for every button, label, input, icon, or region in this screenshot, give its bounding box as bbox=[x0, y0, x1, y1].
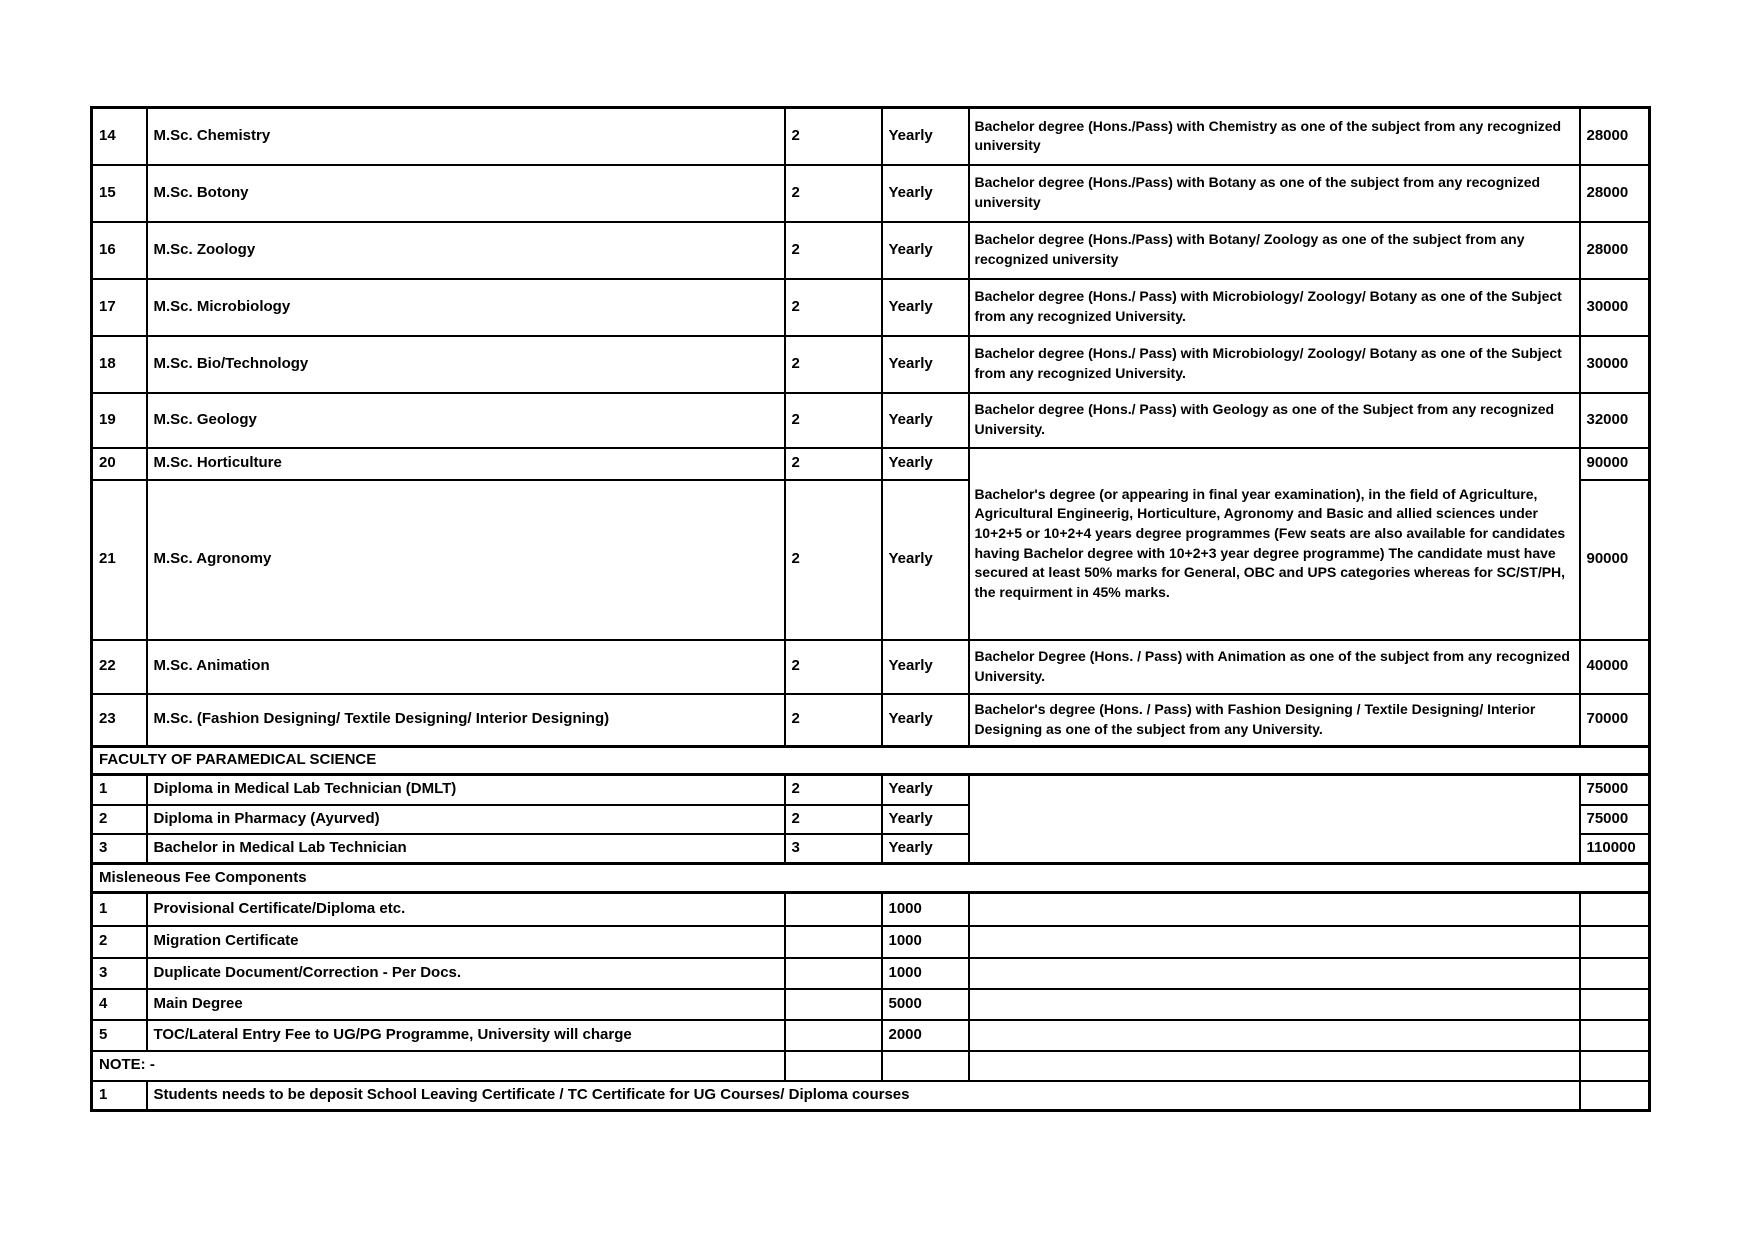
empty-cell bbox=[969, 893, 1580, 926]
component-fee-amount: 1000 bbox=[882, 958, 969, 989]
table-row bbox=[92, 694, 1650, 747]
fee-amount: 28000 bbox=[1580, 222, 1650, 279]
table-row bbox=[92, 1020, 1650, 1051]
fee-frequency: Yearly bbox=[882, 448, 969, 480]
empty-cell bbox=[969, 1051, 1580, 1081]
sr-number: 22 bbox=[92, 640, 147, 694]
fee-frequency: Yearly bbox=[882, 640, 969, 694]
course-name: M.Sc. Botony bbox=[147, 165, 785, 222]
note-text: Students needs to be deposit School Leaving Certificate / TC Certificate for UG Courses/ Diploma courses bbox=[147, 1081, 1580, 1111]
fee-component-name: TOC/Lateral Entry Fee to UG/PG Programme, University will charge bbox=[147, 1020, 785, 1051]
table-row bbox=[92, 958, 1650, 989]
empty-cell bbox=[1580, 958, 1650, 989]
sr-number: 2 bbox=[92, 805, 147, 834]
eligibility-text: Bachelor degree (Hons./ Pass) with Microbiology/ Zoology/ Botany as one of the Subject from any recognized University. bbox=[969, 336, 1580, 393]
duration-years: 2 bbox=[785, 279, 882, 336]
table-row bbox=[92, 775, 1650, 805]
fee-amount: 70000 bbox=[1580, 694, 1650, 747]
empty-cell bbox=[785, 926, 882, 958]
sr-number: 14 bbox=[92, 108, 147, 165]
table-row bbox=[92, 893, 1650, 926]
empty-cell bbox=[785, 1020, 882, 1051]
fee-frequency: Yearly bbox=[882, 393, 969, 448]
course-name: Diploma in Medical Lab Technician (DMLT) bbox=[147, 775, 785, 805]
empty-cell bbox=[785, 989, 882, 1020]
course-name: M.Sc. Horticulture bbox=[147, 448, 785, 480]
course-name: M.Sc. Zoology bbox=[147, 222, 785, 279]
course-name: M.Sc. Chemistry bbox=[147, 108, 785, 165]
empty-cell bbox=[969, 1020, 1580, 1051]
sr-number: 17 bbox=[92, 279, 147, 336]
table-row bbox=[92, 336, 1650, 393]
duration-years: 2 bbox=[785, 393, 882, 448]
course-name: Bachelor in Medical Lab Technician bbox=[147, 834, 785, 864]
duration-years: 2 bbox=[785, 336, 882, 393]
fee-amount: 30000 bbox=[1580, 336, 1650, 393]
sr-number: 21 bbox=[92, 480, 147, 640]
fee-amount: 75000 bbox=[1580, 805, 1650, 834]
empty-cell bbox=[1580, 1051, 1650, 1081]
sr-number: 15 bbox=[92, 165, 147, 222]
table-row bbox=[92, 108, 1650, 165]
eligibility-text: Bachelor degree (Hons./ Pass) with Microbiology/ Zoology/ Botany as one of the Subject from any recognized University. bbox=[969, 279, 1580, 336]
eligibility-text: Bachelor degree (Hons./Pass) with Chemistry as one of the subject from any recognized university bbox=[969, 108, 1580, 165]
eligibility-text: Bachelor's degree (Hons. / Pass) with Fashion Designing / Textile Designing/ Interior Designing as one of the subject from any University. bbox=[969, 694, 1580, 747]
empty-cell bbox=[785, 893, 882, 926]
table-row bbox=[92, 864, 1650, 893]
fee-frequency: Yearly bbox=[882, 222, 969, 279]
duration-years: 2 bbox=[785, 640, 882, 694]
fee-component-name: Main Degree bbox=[147, 989, 785, 1020]
fee-frequency: Yearly bbox=[882, 165, 969, 222]
duration-years: 2 bbox=[785, 108, 882, 165]
course-name: M.Sc. Bio/Technology bbox=[147, 336, 785, 393]
duration-years: 2 bbox=[785, 694, 882, 747]
fee-amount: 40000 bbox=[1580, 640, 1650, 694]
fee-frequency: Yearly bbox=[882, 694, 969, 747]
course-name: M.Sc. Agronomy bbox=[147, 480, 785, 640]
fee-amount: 90000 bbox=[1580, 448, 1650, 480]
sr-number: 16 bbox=[92, 222, 147, 279]
course-name: M.Sc. Geology bbox=[147, 393, 785, 448]
fee-component-name: Provisional Certificate/Diploma etc. bbox=[147, 893, 785, 926]
empty-cell bbox=[785, 1051, 882, 1081]
sr-number: 5 bbox=[92, 1020, 147, 1051]
section-title-misleneous: Misleneous Fee Components bbox=[92, 864, 1650, 893]
eligibility-text: Bachelor Degree (Hons. / Pass) with Animation as one of the subject from any recognized University. bbox=[969, 640, 1580, 694]
empty-cell bbox=[1580, 989, 1650, 1020]
table-row bbox=[92, 989, 1650, 1020]
empty-cell bbox=[1580, 926, 1650, 958]
fee-amount: 32000 bbox=[1580, 393, 1650, 448]
fee-frequency: Yearly bbox=[882, 834, 969, 864]
sr-number: 1 bbox=[92, 893, 147, 926]
fee-amount: 28000 bbox=[1580, 165, 1650, 222]
empty-cell bbox=[969, 958, 1580, 989]
table-row bbox=[92, 1081, 1650, 1111]
component-fee-amount: 5000 bbox=[882, 989, 969, 1020]
fee-amount: 75000 bbox=[1580, 775, 1650, 805]
empty-cell bbox=[882, 1051, 969, 1081]
sr-number: 1 bbox=[92, 775, 147, 805]
empty-cell bbox=[1580, 1081, 1650, 1111]
empty-cell bbox=[1580, 1020, 1650, 1051]
course-name: M.Sc. Microbiology bbox=[147, 279, 785, 336]
eligibility-text: Bachelor degree (Hons./Pass) with Botany/ Zoology as one of the subject from any recognized university bbox=[969, 222, 1580, 279]
empty-cell bbox=[969, 926, 1580, 958]
table-row bbox=[92, 393, 1650, 448]
sr-number: 4 bbox=[92, 989, 147, 1020]
table-row bbox=[92, 640, 1650, 694]
fee-frequency: Yearly bbox=[882, 336, 969, 393]
note-label: NOTE: - bbox=[92, 1051, 785, 1081]
fee-component-name: Duplicate Document/Correction - Per Docs. bbox=[147, 958, 785, 989]
table-row bbox=[92, 279, 1650, 336]
fee-frequency: Yearly bbox=[882, 108, 969, 165]
fee-frequency: Yearly bbox=[882, 279, 969, 336]
fee-amount: 90000 bbox=[1580, 480, 1650, 640]
sr-number: 19 bbox=[92, 393, 147, 448]
table-row bbox=[92, 926, 1650, 958]
eligibility-empty bbox=[969, 775, 1580, 864]
sr-number: 2 bbox=[92, 926, 147, 958]
table-row bbox=[92, 448, 1650, 480]
duration-years: 2 bbox=[785, 222, 882, 279]
sr-number: 23 bbox=[92, 694, 147, 747]
duration-years: 2 bbox=[785, 448, 882, 480]
fee-frequency: Yearly bbox=[882, 805, 969, 834]
fee-frequency: Yearly bbox=[882, 480, 969, 640]
eligibility-text: Bachelor degree (Hons./Pass) with Botany as one of the subject from any recognized university bbox=[969, 165, 1580, 222]
table-row bbox=[92, 747, 1650, 775]
sr-number: 20 bbox=[92, 448, 147, 480]
fee-structure-table bbox=[90, 106, 1651, 1112]
component-fee-amount: 2000 bbox=[882, 1020, 969, 1051]
empty-cell bbox=[1580, 893, 1650, 926]
duration-years: 2 bbox=[785, 480, 882, 640]
course-name: Diploma in Pharmacy (Ayurved) bbox=[147, 805, 785, 834]
duration-years: 3 bbox=[785, 834, 882, 864]
component-fee-amount: 1000 bbox=[882, 893, 969, 926]
table-row bbox=[92, 222, 1650, 279]
table-row bbox=[92, 1051, 1650, 1081]
sr-number: 3 bbox=[92, 958, 147, 989]
empty-cell bbox=[785, 958, 882, 989]
duration-years: 2 bbox=[785, 775, 882, 805]
eligibility-text: Bachelor degree (Hons./ Pass) with Geology as one of the Subject from any recognized University. bbox=[969, 393, 1580, 448]
component-fee-amount: 1000 bbox=[882, 926, 969, 958]
eligibility-text: Bachelor's degree (or appearing in final year examination), in the field of Agriculture, Agricultural Engineerig, Horticulture, Agronomy and Basic and allied sciences under 10+2+5 or 10+2+4 years degree programmes (Few seats are also available for candidates having Bachelor degree with 10+2+3 year degree programme) The candidate must have secured at least 50% marks for General, OBC and UPS categories whereas for SC/ST/PH, the requirment in 45% marks. bbox=[969, 448, 1580, 640]
fee-component-name: Migration Certificate bbox=[147, 926, 785, 958]
course-name: M.Sc. (Fashion Designing/ Textile Designing/ Interior Designing) bbox=[147, 694, 785, 747]
empty-cell bbox=[969, 989, 1580, 1020]
sr-number: 1 bbox=[92, 1081, 147, 1111]
section-title-paramedical: FACULTY OF PARAMEDICAL SCIENCE bbox=[92, 747, 1650, 775]
course-name: M.Sc. Animation bbox=[147, 640, 785, 694]
fee-frequency: Yearly bbox=[882, 775, 969, 805]
duration-years: 2 bbox=[785, 165, 882, 222]
fee-amount: 110000 bbox=[1580, 834, 1650, 864]
sr-number: 3 bbox=[92, 834, 147, 864]
table-row bbox=[92, 165, 1650, 222]
duration-years: 2 bbox=[785, 805, 882, 834]
table-body bbox=[92, 108, 1650, 1111]
sr-number: 18 bbox=[92, 336, 147, 393]
fee-amount: 30000 bbox=[1580, 279, 1650, 336]
fee-amount: 28000 bbox=[1580, 108, 1650, 165]
